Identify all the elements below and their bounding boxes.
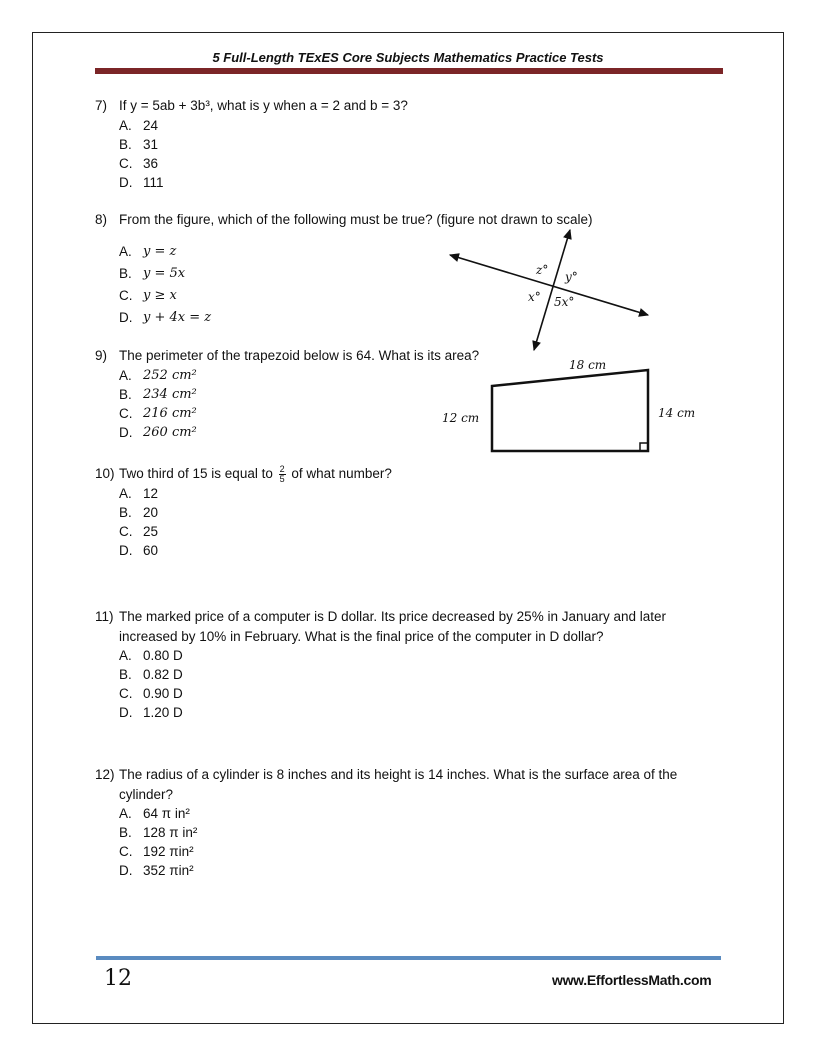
choice-a[interactable]: A. 64 π in² [119, 806, 190, 821]
choice-a[interactable]: A. 252 cm² [119, 367, 197, 383]
question-stem: If y = 5ab + 3b³, what is y when a = 2 and b = 3? [119, 98, 408, 113]
question-number: 8) [95, 212, 108, 227]
fraction: $\frac{2}{5}$ [279, 463, 285, 484]
question-number: 11) [95, 609, 114, 624]
trapezoid-figure [436, 352, 706, 458]
angle-label-z: z° [536, 263, 549, 277]
page-number: 12 [104, 966, 132, 991]
side-label-right: 14 cm [658, 406, 696, 420]
line-one [450, 255, 648, 315]
choice-b[interactable]: B. y = 5x [119, 265, 186, 281]
question-stem: The perimeter of the trapezoid below is 64. What is its area? [119, 348, 480, 363]
question-number: 12) [95, 767, 115, 782]
choice-list [95, 804, 727, 880]
choice-b[interactable]: B. 0.82 D [119, 667, 183, 682]
choice-b[interactable]: B. 128 π in² [119, 825, 198, 840]
choice-a[interactable]: A. 24 [119, 117, 159, 133]
choice-list [95, 646, 727, 722]
choice-b[interactable]: B. 20 [119, 504, 159, 520]
choice-d[interactable]: D. 60 [119, 542, 159, 558]
choice-b[interactable]: B. 31 [119, 136, 159, 152]
choice-a[interactable]: A. y = z [119, 243, 177, 259]
choice-a[interactable]: A. 0.80 D [119, 648, 183, 663]
question-number: 7) [95, 98, 108, 113]
footer-bar [96, 956, 721, 960]
choice-c[interactable]: C. 36 [119, 155, 159, 171]
angle-label-y: y° [565, 270, 578, 284]
choice-b[interactable]: B. 234 cm² [119, 386, 197, 402]
question-10 [95, 464, 721, 560]
angle-label-5x: 5x° [554, 295, 575, 309]
question-stem: The marked price of a computer is D dollar. Its price decreased by 25% in January and later increased by 10% in February. What is the final price of the computer in D dollar? [119, 609, 667, 644]
side-label-top: 18 cm [569, 358, 607, 372]
choice-c[interactable]: C. y ≥ x [119, 287, 177, 303]
choice-c[interactable]: C. 0.90 D [119, 686, 183, 701]
choice-list [95, 116, 721, 192]
intersecting-lines-figure [440, 222, 660, 356]
choice-c[interactable]: C. 216 cm² [119, 405, 197, 421]
website-link[interactable]: www.EffortlessMath.com [552, 972, 712, 988]
question-stem: Two third of 15 is equal to $\frac{2}{5}$ of what number? [119, 463, 392, 484]
question-stem: The radius of a cylinder is 8 inches and its height is 14 inches. What is the surface area of the cylinder? [119, 767, 678, 802]
side-label-left: 12 cm [442, 411, 480, 425]
choice-d[interactable]: D. 1.20 D [119, 705, 183, 720]
question-7 [95, 96, 721, 192]
choice-d[interactable]: D. 111 [119, 174, 164, 190]
question-stem: From the figure, which of the following must be true? (figure not drawn to scale) [119, 212, 593, 227]
question-number: 9) [95, 348, 108, 363]
question-number: 10) [95, 466, 115, 482]
question-11 [95, 607, 727, 722]
choice-d[interactable]: D. y + 4x = z [119, 309, 212, 325]
choice-c[interactable]: C. 25 [119, 523, 159, 539]
trapezoid-shape [492, 370, 648, 451]
choice-list [95, 484, 721, 560]
choice-c[interactable]: C. 192 πin² [119, 844, 194, 859]
header-title: 5 Full-Length TExES Core Subjects Mathematics Practice Tests [212, 50, 604, 65]
angle-label-x: x° [528, 290, 541, 304]
choice-d[interactable]: D. 352 πin² [119, 863, 194, 878]
header-bar [95, 68, 723, 74]
question-12 [95, 765, 727, 880]
choice-d[interactable]: D. 260 cm² [119, 424, 197, 440]
choice-a[interactable]: A. 12 [119, 485, 159, 501]
